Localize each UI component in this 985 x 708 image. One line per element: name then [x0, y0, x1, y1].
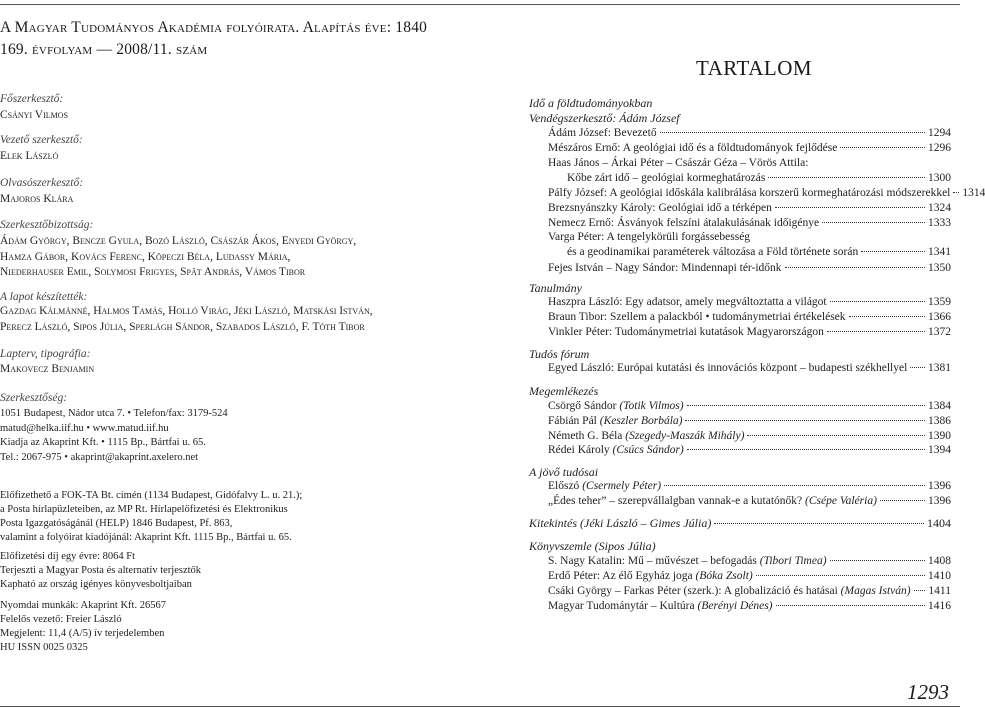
toc-section-title: A jövő tudósai [529, 465, 599, 479]
toc-entry[interactable]: Magyar Tudománytár – Kultúra (Berényi Dénes) 1416 [548, 600, 951, 612]
subscription-line: valamint a folyóirat kiadójánál: Akaprint Kft. 1115 Bp., Bártfai u. 65. [0, 532, 292, 543]
toc-entry[interactable]: Németh G. Béla (Szegedy-Maszák Mihály) 1390 [548, 430, 951, 442]
managing-editor-role: Vezető szerkesztő: [0, 134, 83, 146]
subscription-line: Előfizethető a FOK-TA Bt. címén (1134 Budapest, Gidófalvy L. u. 21.); [0, 490, 303, 501]
editorial-board-line: Ádám György, Bencze Gyula, Bozó László, Császár Ákos, Enyedi György, [0, 235, 357, 247]
toc-section-title: Idő a földtudományokban [529, 96, 653, 110]
editor-in-chief-name: Csányi Vilmos [0, 109, 68, 121]
toc-entry-authors: Varga Péter: A tengelykörüli forgássebesség [548, 231, 751, 243]
layout-name: Makovecz Benjamin [0, 363, 95, 375]
bottom-rule [0, 706, 960, 707]
toc-section-title: Tanulmány [529, 281, 582, 295]
toc-entry-authors: Haas János – Árkai Péter – Császár Géza – Vörös Attila: [548, 157, 809, 169]
toc-entry[interactable]: Mészáros Ernő: A geológiai idő és a földtudományok fejlődése 1296 [548, 142, 951, 154]
toc-entry[interactable]: Csáki György – Farkas Péter (szerk.): A globalizáció és hatásai (Magas István) 1411 [548, 585, 951, 597]
page-number: 1293 [907, 680, 949, 704]
layout-role: Lapterv, tipográfia: [0, 348, 91, 360]
print-line: Felelős vezető: Freier László [0, 614, 122, 625]
toc-entry[interactable]: Erdő Péter: Az élő Egyház joga (Bóka Zsolt) 1410 [548, 570, 951, 582]
toc-entry[interactable]: Kitekintés (Jéki László – Gimes Júlia) 1404 [529, 516, 951, 530]
toc-entry[interactable]: „Édes teher” – szerepvállalgban vannak-e a kutatónők? (Csépe Valéria) 1396 [548, 495, 951, 507]
office-role: Szerkesztőség: [0, 392, 68, 404]
top-rule [0, 4, 960, 5]
office-line: Tel.: 2067-975 • akaprint@akaprint.axelero.net [0, 452, 199, 463]
toc-entry[interactable]: Braun Tibor: Szellem a palackból • tudománymetriai értékelések 1366 [548, 311, 951, 323]
subscription-line: a Posta hírlapüzleteiben, az MP Rt. Hírlapelőfizetési és Elektronikus [0, 504, 288, 515]
copy-editor-role: Olvasószerkesztő: [0, 177, 84, 189]
print-line: Megjelent: 11,4 (A/5) ív terjedelemben [0, 628, 165, 639]
price-line: Terjeszti a Magyar Posta és alternatív terjesztők [0, 565, 202, 576]
toc-section-subtitle: Vendégszerkesztő: Ádám József [529, 111, 680, 125]
toc-entry[interactable]: Kőbe zárt idő – geológiai kormeghatározás 1300 [567, 172, 951, 184]
masthead-line-1: A Magyar Tudományos Akadémia folyóirata. Alapítás éve: 1840 [0, 19, 428, 36]
toc-title: TARTALOM [696, 56, 813, 80]
toc-entry[interactable]: Vinkler Péter: Tudománymetriai kutatások Magyarországon 1372 [548, 326, 951, 338]
office-line: Kiadja az Akaprint Kft. • 1115 Bp., Bártfai u. 65. [0, 437, 206, 448]
toc-entry[interactable]: Fejes István – Nagy Sándor: Mindennapi tér-időnk 1350 [548, 262, 951, 274]
managing-editor-name: Elek László [0, 150, 59, 162]
toc-entry[interactable]: Nemecz Ernő: Ásványok felszíni átalakulásának időigénye 1333 [548, 217, 951, 229]
toc-section-title: Tudós fórum [529, 347, 590, 361]
toc-entry[interactable]: és a geodinamikai paraméterek változása a Föld története során 1341 [567, 246, 951, 258]
office-line: matud@helka.iif.hu • www.matud.iif.hu [0, 423, 169, 434]
contributors-line: Perecz László, Sipos Júlia, Sperlágh Sándor, Szabados László, F. Tóth Tibor [0, 321, 365, 333]
contributors-role: A lapot készítették: [0, 291, 88, 303]
office-line: 1051 Budapest, Nádor utca 7. • Telefon/fax: 3179-524 [0, 408, 228, 419]
toc-entry[interactable]: Előszó (Csermely Péter) 1396 [548, 480, 951, 492]
price-line: Előfizetési díj egy évre: 8064 Ft [0, 551, 136, 562]
editorial-board-line: Niederhauser Emil, Solymosi Frigyes, Spät András, Vámos Tibor [0, 266, 306, 278]
print-line: Nyomdai munkák: Akaprint Kft. 26567 [0, 600, 166, 611]
toc-entry[interactable]: Brezsnyánszky Károly: Geológiai idő a térképen 1324 [548, 202, 951, 214]
toc-entry[interactable]: S. Nagy Katalin: Mű – művészet – befogadás (Tibori Timea) 1408 [548, 555, 951, 567]
toc-entry[interactable]: Csörgő Sándor (Totik Vilmos) 1384 [548, 400, 951, 412]
editorial-board-line: Hamza Gábor, Kovács Ferenc, Köpeczi Béla, Ludassy Mária, [0, 251, 291, 263]
toc-section-title: Megemlékezés [529, 384, 599, 398]
toc-entry[interactable]: Rédei Károly (Csúcs Sándor) 1394 [548, 444, 951, 456]
toc-section-title: Könyvszemle (Sipos Júlia) [529, 539, 656, 553]
toc-entry[interactable]: Haszpra László: Egy adatsor, amely megváltoztatta a világot 1359 [548, 296, 951, 308]
editorial-board-role: Szerkesztőbizottság: [0, 219, 94, 231]
subscription-line: Posta Igazgatóságánál (HELP) 1846 Budapest, Pf. 863, [0, 518, 233, 529]
editor-in-chief-role: Főszerkesztő: [0, 93, 64, 105]
contributors-line: Gazdag Kálmánné, Halmos Tamás, Holló Virág, Jéki László, Matskási István, [0, 305, 373, 317]
masthead-line-2: 169. évfolyam — 2008/11. szám [0, 41, 208, 58]
toc-entry[interactable]: Pálfy József: A geológiai időskála kalibrálása korszerű kormeghatározási módszerekkel 1314 [548, 187, 985, 199]
print-line: HU ISSN 0025 0325 [0, 642, 88, 653]
price-line: Kapható az ország igényes könyvesboltjaiban [0, 579, 192, 590]
toc-entry[interactable]: Ádám József: Bevezető 1294 [548, 127, 951, 139]
toc-entry[interactable]: Egyed László: Európai kutatási és innovációs központ – budapesti székhellyel 1381 [548, 362, 951, 374]
copy-editor-name: Majoros Klára [0, 193, 74, 205]
toc-entry[interactable]: Fábián Pál (Keszler Borbála) 1386 [548, 415, 951, 427]
